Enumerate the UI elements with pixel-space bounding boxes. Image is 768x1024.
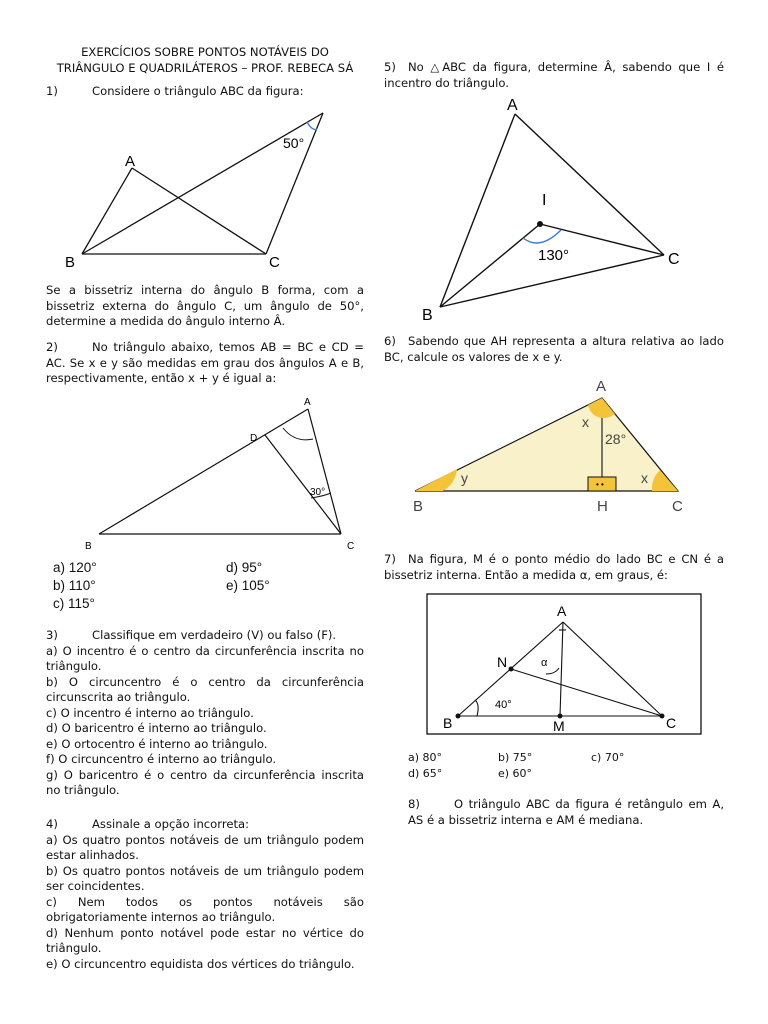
q1-body: Se a bissetriz interna do ângulo B forma, com a bissetriz externa do ângulo C, um ângulo de 50°, determine a medida do ângulo interno Â.	[46, 283, 364, 328]
q7-point-c	[660, 714, 665, 719]
q2-label-a: A	[304, 397, 311, 408]
title-line-2: TRIÂNGULO E QUADRILÁTEROS – PROF. REBECA SÁ	[56, 61, 354, 75]
q1-angle-arc	[307, 122, 317, 129]
q1-label-c: C	[269, 254, 280, 271]
q4-item-d: d) Nenhum ponto notável pode estar no vértice do triângulo.	[46, 925, 364, 955]
q1-angle-label: 50°	[283, 135, 305, 151]
q2-option-c: c) 115°	[53, 596, 95, 611]
q2-angle-arc-a	[283, 428, 313, 440]
q5-angle-arc	[523, 230, 561, 243]
q5-angle-label: 130°	[538, 247, 570, 264]
q4-block	[46, 817, 364, 972]
q7-label-a: A	[557, 603, 567, 619]
q7-label-n: N	[497, 654, 508, 670]
q6-label-h: H	[597, 498, 608, 515]
q2-figure	[75, 395, 365, 560]
title-line-1: EXERCÍCIOS SOBRE PONTOS NOTÁVEIS DO	[81, 45, 329, 59]
q6-angle-fill-a2	[602, 398, 615, 418]
q3-item-f: f) O circuncentro é interno ao triângulo.	[46, 752, 277, 766]
q5-label-c: C	[668, 251, 680, 268]
q5-incenter-point	[537, 221, 543, 227]
q4-item-a: a) Os quatro pontos notáveis de um triângulo podem estar alinhados.	[46, 832, 364, 862]
q4-item-e: e) O circuncentro equidista dos vértices do triângulo.	[46, 956, 355, 971]
q7-option-a: a) 80°	[408, 751, 443, 764]
q7-option-e: e) 60°	[498, 767, 533, 780]
q1-figure	[55, 105, 345, 275]
q2-option-e: e) 105°	[226, 578, 270, 593]
q1-prompt: 1) Considere o triângulo ABC da figura:	[46, 84, 304, 98]
q5-prompt: 5) No △ABC da figura, determine Â, sabendo que I é incentro do triângulo.	[384, 60, 724, 90]
q1-label-a: A	[125, 153, 136, 170]
q7-figure	[425, 592, 703, 737]
q7-option-c: c) 70°	[591, 751, 625, 764]
q8-prompt: 8) O triângulo ABC da figura é retângulo em A, AS é a bissetriz interna e AM é mediana.	[408, 797, 724, 827]
q5-label-i: I	[542, 192, 547, 209]
q2-label-b: B	[85, 541, 92, 552]
q6-label-a: A	[596, 378, 607, 395]
q7-point-b	[456, 714, 461, 719]
q5-figure	[420, 95, 690, 325]
q1-label-b: B	[65, 254, 76, 271]
q6-label-x-c: x	[641, 470, 648, 486]
q4-item-c: c) Nem todos os pontos notáveis são obrigatoriamente internos ao triângulo.	[46, 894, 364, 924]
q7-prompt: 7) Na figura, M é o ponto médio do lado BC e CN é a bissetriz interna. Então a medida α, em graus, é:	[384, 552, 724, 582]
q3-prompt: 3) Classifique em verdadeiro (V) ou falso (F).	[46, 628, 337, 642]
q2-option-d: d) 95°	[226, 560, 263, 575]
q2-segment-cd	[265, 435, 341, 534]
q5-label-a: A	[507, 97, 518, 114]
q2-label-d: D	[250, 433, 258, 444]
page-title	[40, 44, 370, 76]
q7-label-m: M	[553, 718, 565, 734]
q1-side-ac	[132, 168, 266, 254]
q1-side-ba	[82, 168, 132, 254]
q3-item-b: b) O circuncentro é o centro da circunferência circunscrita ao triângulo.	[46, 674, 364, 704]
q4-item-b: b) Os quatro pontos notáveis de um triângulo podem ser coincidentes.	[46, 863, 364, 893]
q6-label-c: C	[672, 498, 683, 515]
q6-figure	[405, 372, 700, 522]
q4-prompt: 4) Assinale a opção incorreta:	[46, 817, 250, 831]
q7-label-c: C	[666, 715, 677, 731]
q6-right-angle-dots: • •	[596, 480, 604, 489]
q7-label-b: B	[443, 715, 453, 731]
q2-prompt: 2) No triângulo abaixo, temos AB = BC e CD = AC. Se x e y são medidas em grau dos ângulos A e B, respectivamente, então x + y é igual a:	[46, 340, 364, 385]
q7-label-alpha: α	[541, 657, 548, 669]
q3-item-a: a) O incentro é o centro da circunferência inscrita no triângulo.	[46, 643, 364, 673]
q5-side-ab	[440, 114, 515, 307]
q3-item-g: g) O baricentro é o centro da circunferência inscrita no triângulo.	[46, 767, 364, 797]
q2-option-a: a) 120°	[53, 560, 97, 575]
q7-angle-label: 40°	[495, 699, 512, 711]
q3-item-e: e) O ortocentro é interno ao triângulo.	[46, 736, 268, 751]
q7-option-d: d) 65°	[408, 767, 443, 780]
q6-label-y: y	[461, 470, 468, 486]
q6-label-x-a: x	[582, 414, 589, 430]
q5-side-ac	[515, 114, 664, 255]
q6-prompt: 6) Sabendo que AH representa a altura relativa ao lado BC, calcule os valores de x e y.	[384, 334, 724, 364]
q6-label-b: B	[413, 498, 424, 515]
q7-point-n	[509, 667, 514, 672]
q5-label-b: B	[422, 307, 433, 324]
q3-item-d: d) O baricentro é interno ao triângulo.	[46, 721, 267, 735]
q2-side-ac	[308, 409, 341, 534]
q3-block	[46, 628, 364, 799]
q5-segment-ib	[440, 224, 540, 307]
q7-option-b: b) 75°	[498, 751, 533, 764]
q2-option-b: b) 110°	[53, 578, 96, 593]
q2-side-ba	[99, 409, 308, 534]
q6-angle-label: 28°	[605, 431, 627, 447]
q2-label-c: C	[347, 541, 355, 552]
q3-item-c: c) O incentro é interno ao triângulo.	[46, 705, 254, 720]
q2-angle-label: 30°	[310, 487, 326, 498]
